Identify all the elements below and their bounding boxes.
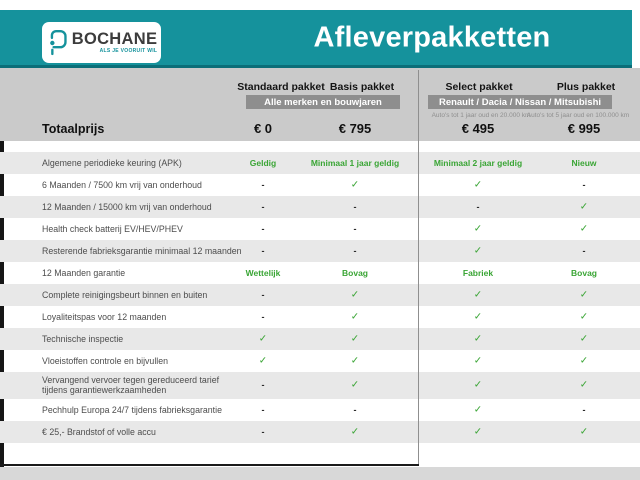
check-icon: ✓ bbox=[258, 355, 268, 367]
value-text: Nieuw bbox=[571, 158, 597, 168]
value-text: Wettelijk bbox=[245, 268, 281, 278]
comparison-table bbox=[0, 141, 640, 467]
check-icon: ✓ bbox=[350, 379, 360, 391]
check-icon: ✓ bbox=[473, 379, 483, 391]
check-icon: ✓ bbox=[473, 245, 483, 257]
dash-icon: - bbox=[261, 224, 265, 234]
value-text: Geldig bbox=[249, 158, 277, 168]
bochane-logo bbox=[42, 22, 161, 63]
badge-renault-group: Renault / Dacia / Nissan / Mitsubishi bbox=[428, 95, 612, 109]
dash-icon: - bbox=[353, 246, 357, 256]
check-icon: ✓ bbox=[579, 289, 589, 301]
check-icon: ✓ bbox=[579, 426, 589, 438]
check-icon: ✓ bbox=[579, 379, 589, 391]
dash-icon: - bbox=[261, 426, 265, 437]
row-label: Health check batterij EV/HEV/PHEV bbox=[42, 223, 183, 234]
row-label: Algemene periodieke keuring (APK) bbox=[42, 157, 182, 168]
dash-icon: - bbox=[582, 246, 586, 256]
column-header-select: Select pakket bbox=[445, 81, 513, 93]
table-row bbox=[0, 328, 640, 350]
page-title: Afleverpakketten bbox=[313, 21, 551, 53]
price-plus: € 995 bbox=[567, 121, 601, 136]
packages-header-band bbox=[0, 68, 640, 141]
bochane-b-icon bbox=[46, 28, 68, 58]
dash-icon: - bbox=[261, 380, 265, 391]
table-row bbox=[0, 284, 640, 306]
row-label: Vervangend vervoer tegen gereduceerd tarief tijdens garantiewerkzaamheden bbox=[42, 375, 220, 396]
dash-icon: - bbox=[353, 224, 357, 234]
value-text: Fabriek bbox=[462, 268, 494, 278]
check-icon: ✓ bbox=[473, 179, 483, 191]
value-text: Bovag bbox=[571, 268, 597, 278]
dash-icon: - bbox=[261, 180, 265, 190]
check-icon: ✓ bbox=[473, 355, 483, 367]
check-icon: ✓ bbox=[579, 311, 589, 323]
badge-all-brands: Alle merken en bouwjaren bbox=[246, 95, 400, 109]
table-spacer-row bbox=[0, 141, 640, 152]
total-price-label: Totaalprijs bbox=[42, 122, 105, 136]
table-row bbox=[0, 240, 640, 262]
table-row bbox=[0, 306, 640, 328]
select-package-note: Auto's tot 1 jaar oud en 20.000 km bbox=[431, 112, 531, 119]
header-bar bbox=[0, 10, 632, 68]
table-row bbox=[0, 262, 640, 284]
check-icon: ✓ bbox=[258, 333, 268, 345]
table-row bbox=[0, 218, 640, 240]
check-icon: ✓ bbox=[473, 426, 483, 438]
column-group-divider bbox=[418, 70, 419, 466]
check-icon: ✓ bbox=[579, 201, 589, 213]
row-label: Vloeistoffen controle en bijvullen bbox=[42, 355, 169, 366]
check-icon: ✓ bbox=[473, 223, 483, 235]
plus-package-note: Auto's tot 5 jaar oud en 100.000 km bbox=[526, 112, 630, 119]
check-icon: ✓ bbox=[473, 289, 483, 301]
dash-icon: - bbox=[582, 180, 586, 190]
row-label: Resterende fabrieksgarantie minimaal 12 maanden bbox=[42, 245, 242, 256]
table-bottom-border bbox=[0, 464, 419, 466]
dash-icon: - bbox=[353, 404, 357, 415]
column-header-standaard: Standaard pakket bbox=[237, 81, 325, 93]
price-basis: € 795 bbox=[338, 121, 372, 136]
check-icon: ✓ bbox=[350, 311, 360, 323]
row-label: Loyaliteitspas voor 12 maanden bbox=[42, 311, 167, 322]
check-icon: ✓ bbox=[579, 333, 589, 345]
row-label: 12 Maanden garantie bbox=[42, 267, 126, 278]
page-footer-area bbox=[0, 467, 640, 480]
dash-icon: - bbox=[261, 312, 265, 322]
dash-icon: - bbox=[261, 202, 265, 212]
row-label: 12 Maanden / 15000 km vrij van onderhoud bbox=[42, 201, 212, 212]
table-row bbox=[0, 174, 640, 196]
table-row bbox=[0, 350, 640, 372]
check-icon: ✓ bbox=[350, 355, 360, 367]
value-text: Minimaal 1 jaar geldig bbox=[310, 158, 400, 168]
price-standaard: € 0 bbox=[253, 121, 273, 136]
dash-icon: - bbox=[261, 404, 265, 415]
dash-icon: - bbox=[261, 290, 265, 300]
check-icon: ✓ bbox=[473, 404, 483, 416]
table-row bbox=[0, 152, 640, 174]
table-row bbox=[0, 372, 640, 399]
dash-icon: - bbox=[261, 246, 265, 256]
row-label: € 25,- Brandstof of volle accu bbox=[42, 426, 156, 437]
check-icon: ✓ bbox=[350, 426, 360, 438]
price-select: € 495 bbox=[461, 121, 495, 136]
row-label: Pechhulp Europa 24/7 tijdens fabrieksgarantie bbox=[42, 404, 222, 415]
dash-icon: - bbox=[353, 202, 357, 212]
column-header-basis: Basis pakket bbox=[329, 81, 395, 93]
check-icon: ✓ bbox=[350, 289, 360, 301]
check-icon: ✓ bbox=[579, 223, 589, 235]
check-icon: ✓ bbox=[473, 311, 483, 323]
brand-name: BOCHANE bbox=[71, 30, 158, 48]
check-icon: ✓ bbox=[579, 355, 589, 367]
row-label: Technische inspectie bbox=[42, 333, 124, 344]
check-icon: ✓ bbox=[473, 333, 483, 345]
row-label: Complete reinigingsbeurt binnen en buiten bbox=[42, 289, 208, 300]
table-row bbox=[0, 421, 640, 443]
column-header-plus: Plus pakket bbox=[556, 81, 616, 93]
value-text: Minimaal 2 jaar geldig bbox=[433, 158, 523, 168]
brand-tagline: ALS JE VOORUIT WIL bbox=[99, 48, 158, 54]
check-icon: ✓ bbox=[350, 179, 360, 191]
table-row bbox=[0, 196, 640, 218]
dash-icon: - bbox=[582, 404, 586, 415]
check-icon: ✓ bbox=[350, 333, 360, 345]
table-row bbox=[0, 399, 640, 421]
dash-icon: - bbox=[476, 202, 480, 212]
value-text: Bovag bbox=[342, 268, 368, 278]
row-label: 6 Maanden / 7500 km vrij van onderhoud bbox=[42, 179, 202, 190]
